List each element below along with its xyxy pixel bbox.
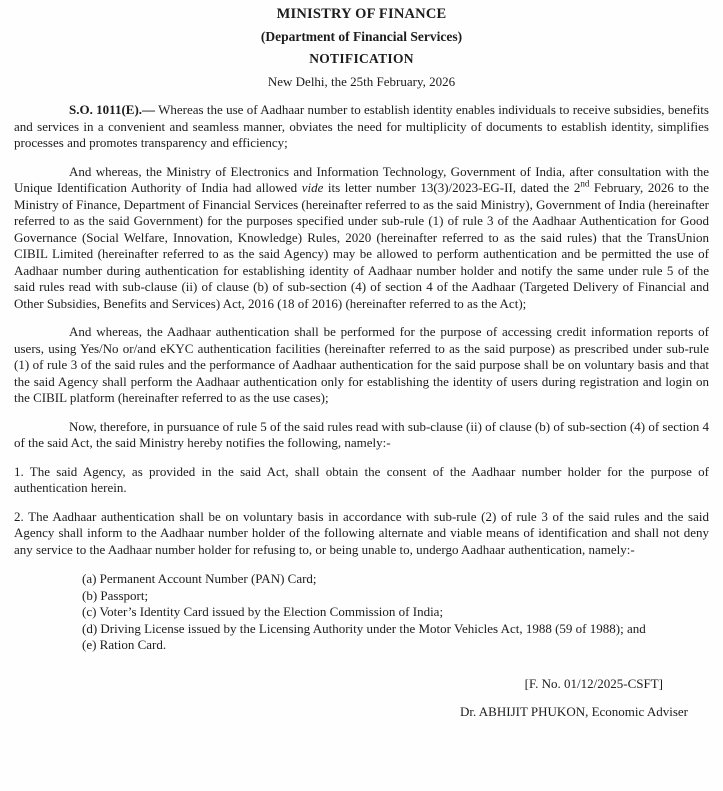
- para-whereas-authentication: And whereas, the Aadhaar authentication shall be performed for the purpose of accessing credit information reports of users, using Yes/No or/and eKYC authentication facilities (hereinafter referred to as the said purpose) as prescribed under sub-rule (1) of rule 3 of the said rules and the performance of Aadhaar authentication for the said purpose shall be on voluntary basis and that the said Agency shall perform the Aadhaar authentication only for establishing the identity of users during registration and login on the CIBIL platform (hereinafter referred to as the use cases);: [14, 324, 709, 405]
- para2-post: February, 2026 to the Ministry of Finance, Department of Financial Services (hereinafter referred to as the said Ministry), Government of India (hereinafter referred to as the said Government) for the purposes specified under sub-rule (1) of rule 3 of the Aadhaar Authentication for Good Governance (Social Welfare, Innovation, Knowledge) Rules, 2020 (hereinafter referred to as the said rules) that the TransUnion CIBIL Limited (hereinafter referred to as the said Agency) may be allowed to perform authentication and be permitted the use of Aadhaar number during authentication for establishing identity of Aadhaar number holder and notify the same under rule 5 of the said rules read with sub-clause (ii) of clause (b) of sub-section (4) of section 4 of the Aadhaar (Targeted Delivery of Financial and Other Subsidies, Benefits and Services) Act, 2016 (18 of 2016) (hereinafter referred to as the Act);: [14, 180, 709, 311]
- para2-mid: its letter number 13(3)/2023-EG-II, dated the 2: [323, 180, 581, 195]
- para2-pre: And whereas, the Ministry of Electronics and Information Technology, Government of India, after consultation with the Unique Identification Authority of India had allowed: [14, 163, 709, 195]
- list-item-e: (e) Ration Card.: [82, 637, 167, 652]
- list-item-d: (d) Driving License issued by the Licensing Authority under the Motor Vehicles Act, 1988 (59 of 1988); and: [82, 620, 646, 636]
- document-footer: [14, 676, 709, 720]
- para-so-preamble: [14, 102, 709, 152]
- para-now-therefore: Now, therefore, in pursuance of rule 5 of the said rules read with sub-clause (ii) of clause (b) of sub-section (4) of section 4 of the said Act, the said Ministry hereby notifies the following, namely:-: [14, 418, 709, 450]
- list-item-a: (a) Permanent Account Number (PAN) Card;: [82, 571, 317, 586]
- numbered-item-1: 1. The said Agency, as provided in the said Act, shall obtain the consent of the Aadhaar number holder for the purpose of authentication herein.: [14, 463, 709, 495]
- file-number: [F. No. 01/12/2025-CSFT]: [524, 675, 663, 691]
- para-whereas-meity: [14, 164, 709, 313]
- department-subtitle: (Department of Financial Services): [260, 29, 463, 44]
- alternate-identification-list: [82, 571, 709, 654]
- signatory-name: Dr. ABHIJIT PHUKON, Economic Adviser: [460, 703, 688, 719]
- list-item-b: (b) Passport;: [82, 587, 149, 603]
- list-item-c: (c) Voter’s Identity Card issued by the Election Commission of India;: [82, 604, 444, 619]
- place-dateline: New Delhi, the 25th February, 2026: [267, 74, 456, 89]
- ministry-title: MINISTRY OF FINANCE: [276, 6, 447, 22]
- notification-heading: NOTIFICATION: [309, 51, 414, 66]
- vide-italic: vide: [301, 180, 324, 195]
- numbered-item-2: 2. The Aadhaar authentication shall be on voluntary basis in accordance with sub-rule (2) of rule 3 of the said rules and the said Agency shall inform to the Aadhaar number holder of the following alternate and viable means of identification and shall not deny any service to the Aadhaar number holder for refusing to, or being unable to, undergo Aadhaar authentication, namely:-: [14, 508, 709, 557]
- ordinal-superscript: nd: [580, 178, 590, 189]
- para-so-text: Whereas the use of Aadhaar number to establish identity enables individuals to receive subsidies, benefits and services in a convenient and seamless manner, obviates the need for multiplicity of documents to establish identity, simplifies processes and promotes transparency and efficiency;: [14, 102, 709, 150]
- so-number: S.O. 1011(E).—: [69, 102, 156, 117]
